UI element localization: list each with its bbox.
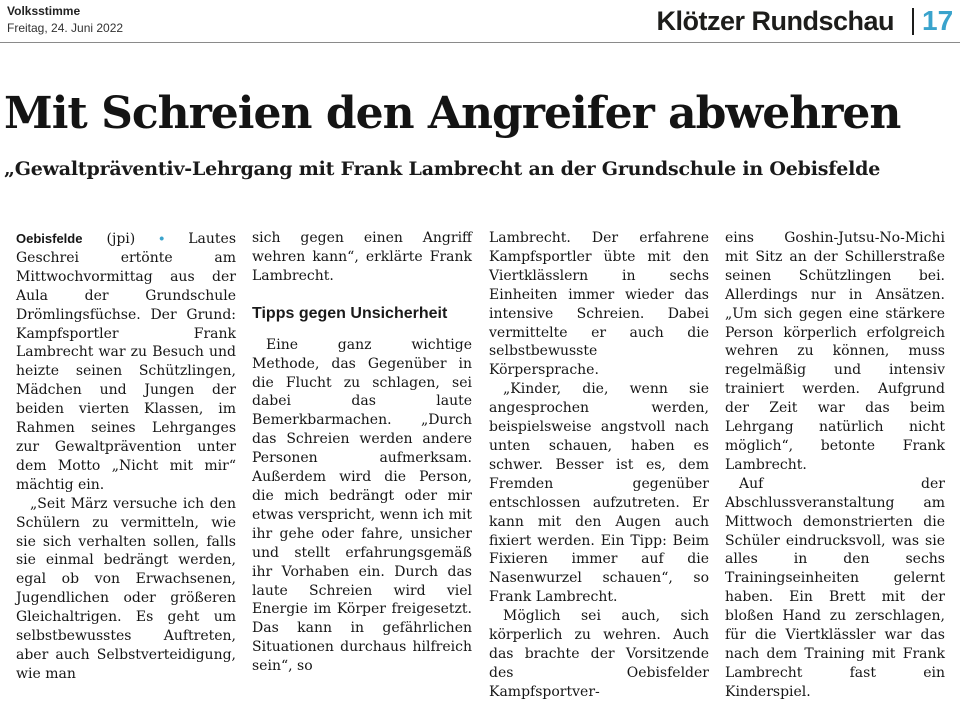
bullet-icon: • [159, 230, 165, 246]
paragraph: Lambrecht. Der erfahrene Kampfsportler übte mit den Viertklässlern in sechs Einheiten immer wieder das intensive Schreien. Dabei vermittelte er auch die selbstbewusste Körpersprache. [489, 230, 709, 379]
issue-date: Freitag, 24. Juni 2022 [7, 21, 124, 35]
paragraph: Auf der Abschlussveranstaltung am Mittwoch demonstrierten die Schüler eindrucksvoll, was sie alles in den sechs Trainingseinheiten gelernt haben. Ein Brett mit der bloßen Hand zu zerschlagen, für die Viertklässler war das nach dem Training mit Frank Lambrecht fast ein Kinderspiel. [725, 475, 945, 700]
section-subheading: Tipps gegen Unsicherheit [252, 304, 448, 322]
article-headline: Mit Schreien den Angreifer abwehren [4, 88, 901, 139]
masthead-separator [912, 8, 914, 35]
section-title: Klötzer Rundschau [656, 6, 894, 36]
paragraph-text: Lautes Geschrei ertönte am Mittwochvormittag aus der Aula der Grundschule Drömlingsfüchse. Der Grund: Kampfsportler Frank Lambrecht war zu Besuch und heizte seinen Schützlingen, Mädchen und Jungen der beiden vierten Klassen, im Rahmen seines Lehrganges zur Gewaltprävention unter dem Motto „Nicht mit mir“ mächtig ein. [16, 231, 237, 493]
newspaper-name: Volksstimme [7, 4, 81, 18]
article-column-4 [725, 229, 945, 702]
article-subheadline: „Gewaltpräventiv-Lehrgang mit Frank Lambrecht an der Grundschule in Oebisfelde [4, 158, 881, 180]
paragraph: sich gegen einen Angriff wehren kann“, erklärte Frank Lambrecht. [252, 230, 472, 284]
paragraph: eins Goshin-Jutsu-No-Michi mit Sitz an der Schillerstraße seinen Schützlingen bei. Allerdings nur in Ansätzen. „Um sich gegen eine stärkere Person körperlich erfolgreich wehren zu können, muss regelmäßig und intensiv trainiert werden. Aufgrund der Zeit war das beim Lehrgang natürlich nicht möglich“, betonte Frank Lambrecht. [725, 230, 945, 473]
paragraph: Eine ganz wichtige Methode, das Gegenüber in die Flucht zu schlagen, sei dabei das laute Bemerkbarmachen. „Durch das Schreien werden andere Personen aufmerksam. Außerdem wird die Person, die mich bedrängt oder mir etwas verspricht, wenn ich mit ihr gehe oder fahre, unsicher und stellt erfahrungsgemäß ihr Vorhaben ein. Durch das laute Schreien wird viel Energie im Körper freigesetzt. Das kann in gefährlichen Situationen durchaus hilfreich sein“, so [252, 336, 472, 675]
paragraph: „Kinder, die, wenn sie angesprochen werden, beispielsweise angstvoll nach unten schauen, haben es schwer. Besser ist es, dem Fremden gegenüber entschlossen aufzutreten. Er kann mit den Augen auch fixiert werden. Ein Tipp: Beim Fixieren immer auf die Nasenwurzel schauen“, so Frank Lambrecht. [489, 381, 709, 606]
dateline-place: Oebisfelde [16, 231, 83, 246]
paragraph: „Seit März versuche ich den Schülern zu vermitteln, wie sie sich verhalten sollen, falls sie einmal bedrängt werden, egal ob von Erwachsenen, Jugendlichen oder größeren Gleichaltrigen. Es geht um selbstbewusstes Auftreten, aber auch Selbstverteidigung, wie man [16, 495, 236, 682]
article-column-1 [16, 229, 236, 684]
article-column-3 [489, 229, 709, 702]
dateline-author: (jpi) [82, 231, 160, 247]
page-number: 17 [922, 5, 954, 36]
paragraph: Möglich sei auch, sich körperlich zu wehren. Auch das brachte der Vorsitzende des Oebisfelder Kampfsportver- [489, 608, 709, 700]
masthead-rule [0, 42, 960, 43]
masthead [0, 0, 960, 44]
article-column-2 [252, 229, 472, 676]
paragraph [16, 229, 236, 495]
